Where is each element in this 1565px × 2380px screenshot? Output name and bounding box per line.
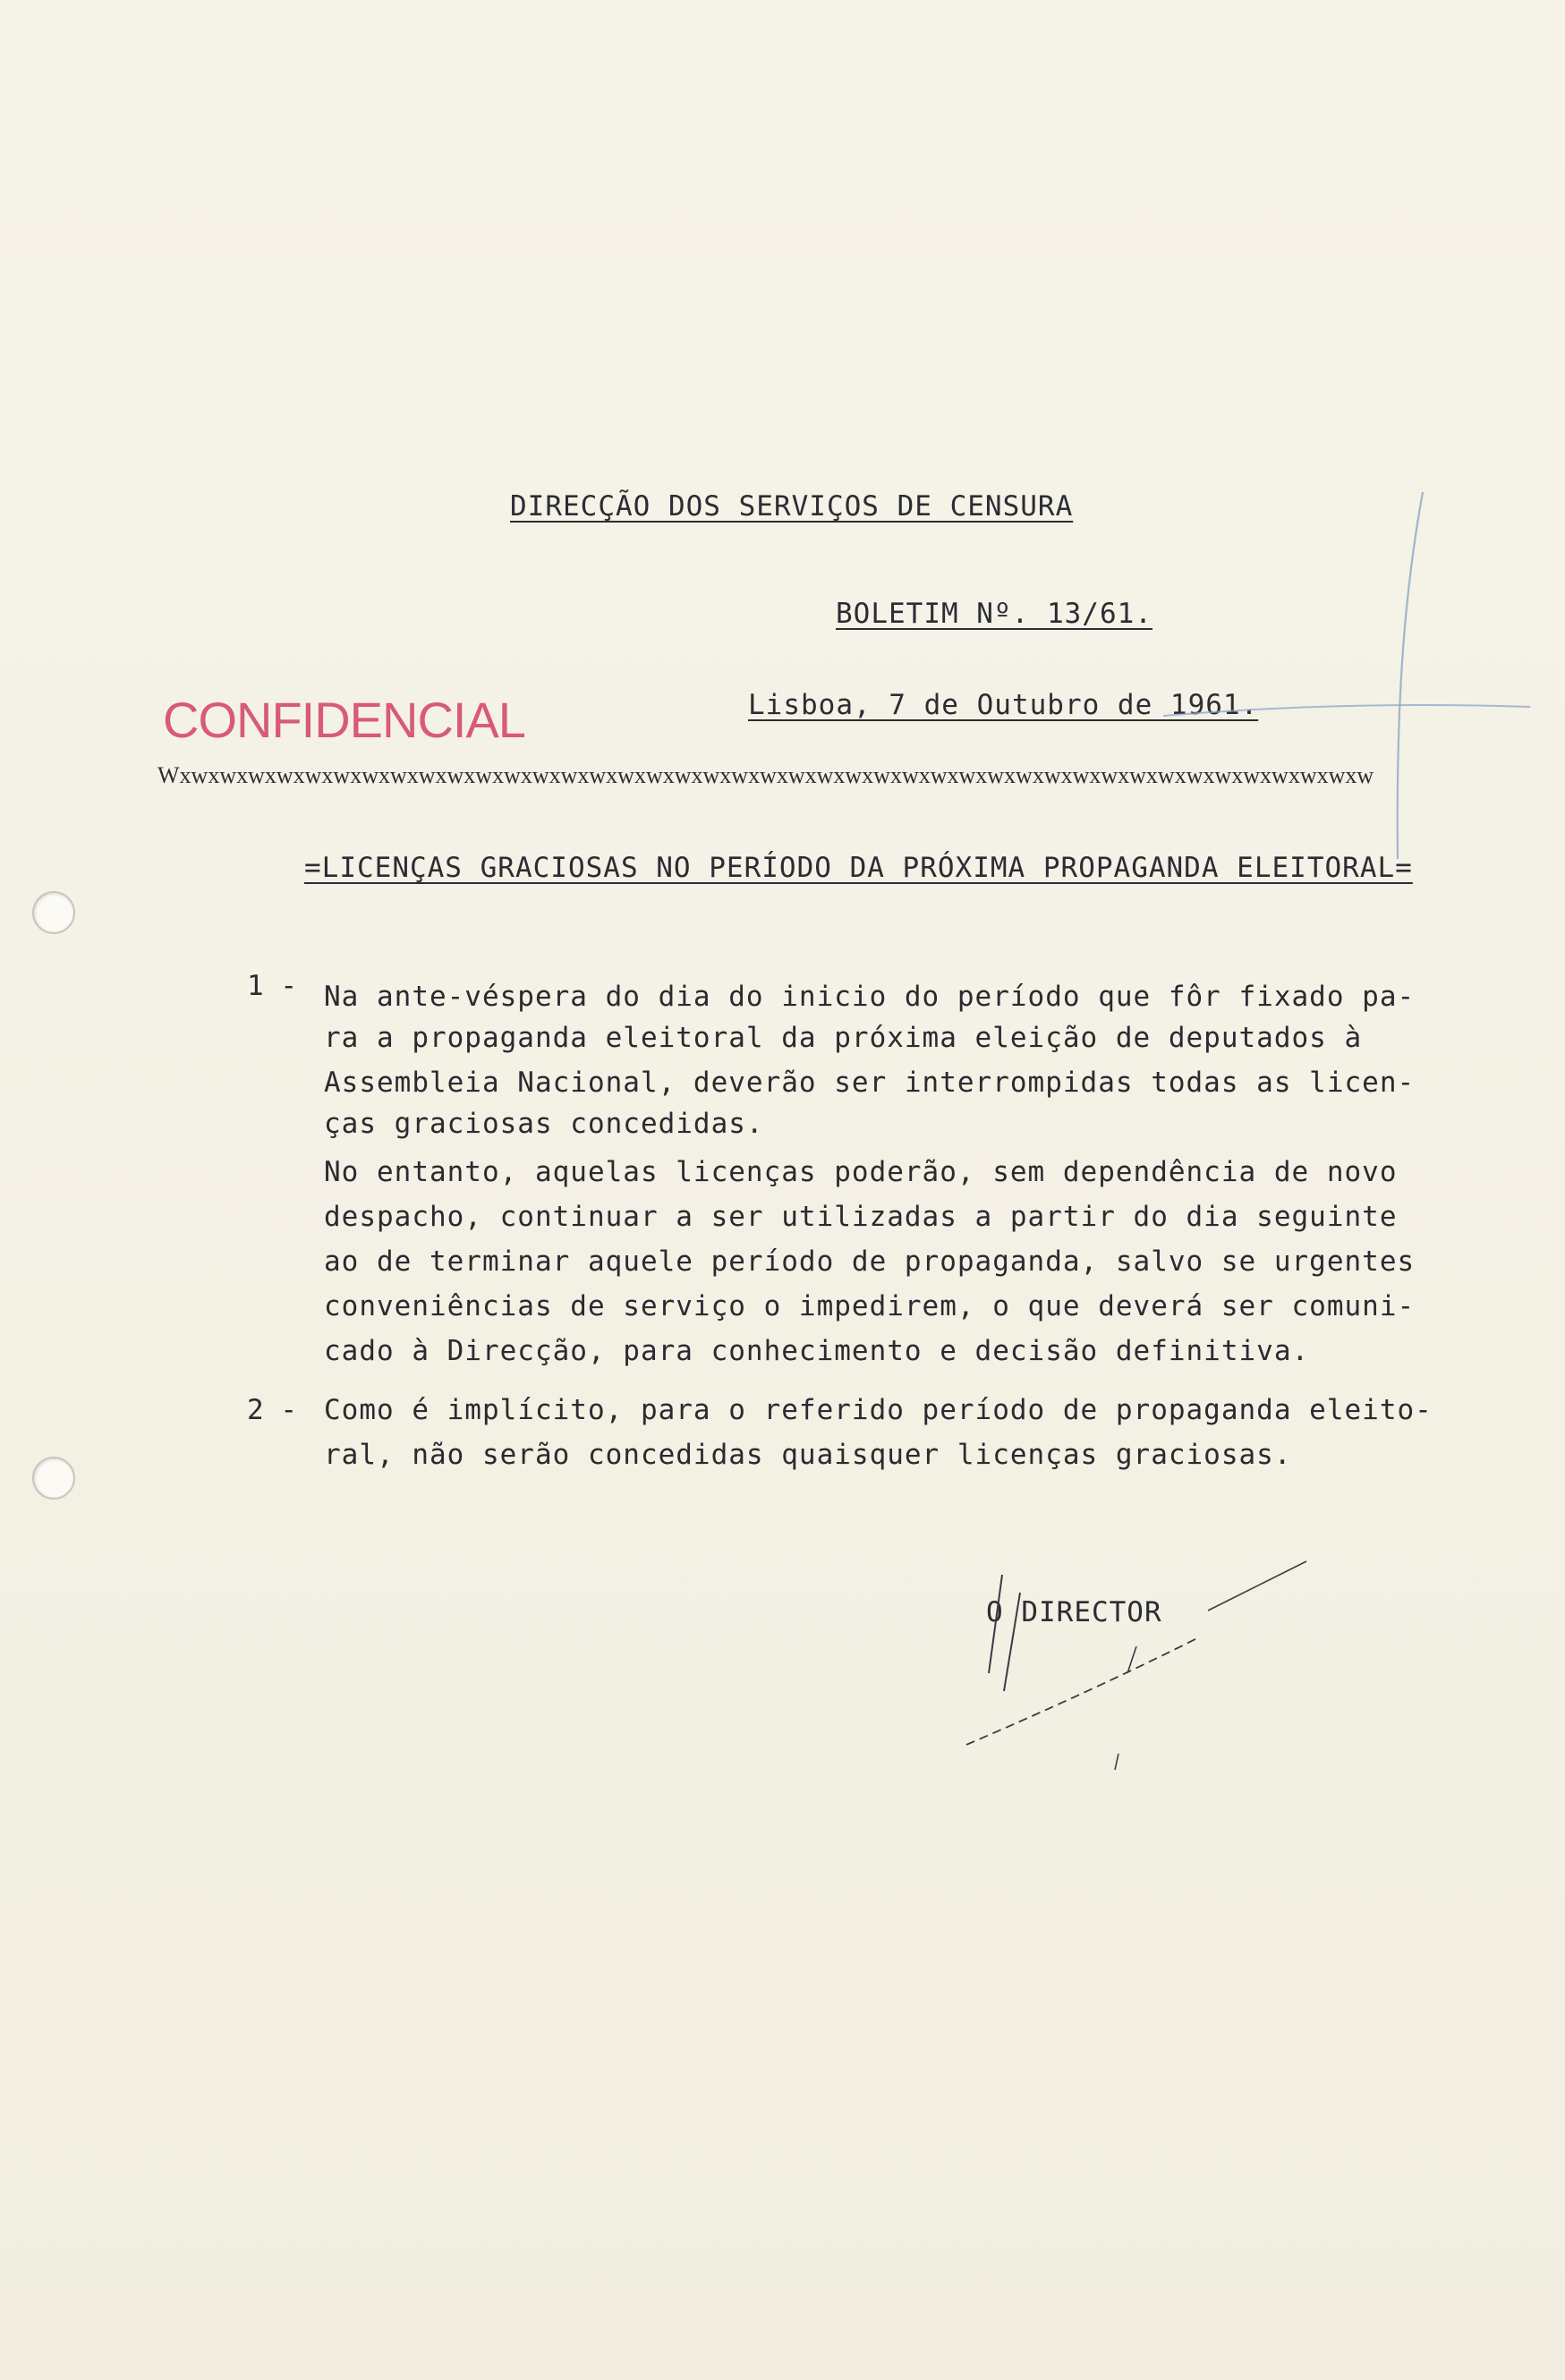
- item-line: cado à Direcção, para conhecimento e decisão definitiva.: [324, 1335, 1310, 1367]
- item-line: ças graciosas concedidas.: [324, 1108, 764, 1140]
- punch-hole-top: [32, 891, 75, 934]
- bulletin-number: BOLETIM Nº. 13/61.: [836, 598, 1152, 630]
- item-number: 1 -: [247, 970, 297, 1002]
- punch-hole-bottom: [32, 1457, 75, 1500]
- confidential-stamp: CONFIDENCIAL: [163, 692, 525, 748]
- separator-line: Wxwxwxwxwxwxwxwxwxwxwxwxwxwxwxwxwxwxwxwxwxwxwxwxwxwxwxwxwxwxwxwxwxwxwxwxwxwxwxwxwxwxw: [157, 762, 1374, 788]
- item-line: ra a propaganda eleitoral da próxima eleição de deputados à: [324, 1022, 1363, 1054]
- item-line: conveniências de serviço o impedirem, o que deverá ser comuni-: [324, 1290, 1416, 1322]
- blue-pencil-mark: [1163, 483, 1539, 877]
- place-date: Lisboa, 7 de Outubro de 1961.: [748, 689, 1259, 721]
- item-number: 2 -: [247, 1394, 297, 1426]
- item-line: ao de terminar aquele período de propaganda, salvo se urgentes: [324, 1245, 1416, 1278]
- signature-scrawl: [904, 1539, 1315, 1772]
- department-heading: DIRECÇÃO DOS SERVIÇOS DE CENSURA: [510, 490, 1074, 523]
- item-line: ral, não serão concedidas quaisquer licenças graciosas.: [324, 1439, 1292, 1471]
- document-title: =LICENÇAS GRACIOSAS NO PERÍODO DA PRÓXIMA PROPAGANDA ELEITORAL=: [304, 852, 1413, 884]
- item-line: Na ante-véspera do dia do inicio do período que fôr fixado pa-: [324, 981, 1416, 1013]
- item-line: No entanto, aquelas licenças poderão, sem dependência de novo: [324, 1156, 1398, 1188]
- item-line: Como é implícito, para o referido período de propaganda eleito-: [324, 1394, 1433, 1426]
- signature-title: O DIRECTOR: [986, 1596, 1162, 1628]
- item-line: Assembleia Nacional, deverão ser interrompidas todas as licen-: [324, 1067, 1416, 1099]
- item-line: despacho, continuar a ser utilizadas a partir do dia seguinte: [324, 1201, 1398, 1233]
